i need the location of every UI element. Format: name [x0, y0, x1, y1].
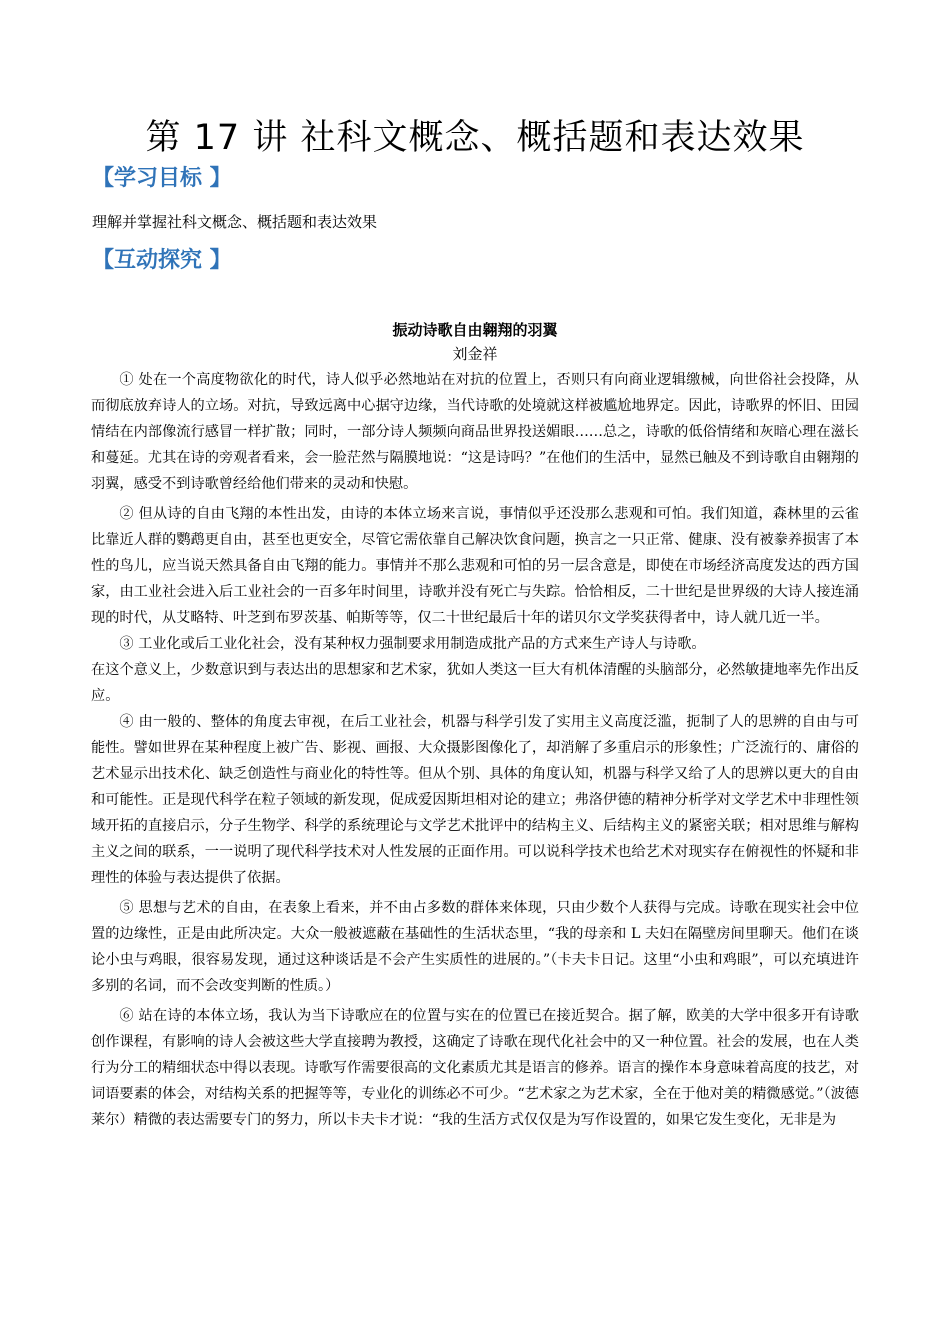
- paragraph-4: ④ 由一般的、整体的角度去审视，在后工业社会，机器与科学引发了实用主义高度泛滥，扼制了人的思辨的自由与可能性。譬如世界在某种程度上被广告、影视、画报、大众摄影图像化了，却消解了多重启示的形象性；广泛流行的、庸俗的艺术显示出技术化、缺乏创造性与商业化的特性等。但从个别、具体的角度认知，机器与科学又给了人的思辨以更大的自由和可能性。正是现代科学在粒子领域的新发现，促成爱因斯坦相对论的建立；弗洛伊德的精神分析学对文学艺术中非理性领域开拓的直接启示，分子生物学、科学的系统理论与文学艺术批评中的结构主义、后结构主义的紧密关联；相对思维与解构主义之间的联系，一一说明了现代科学技术对人性发展的正面作用。可以说科学技术也给艺术对现实存在俯视性的怀疑和非理性的体验与表达提供了依据。: [91, 714, 859, 886]
- paragraph-3: ③ 工业化或后工业化社会，没有某种权力强制要求用制造成批产品的方式来生产诗人与诗歌。: [119, 636, 706, 652]
- learning-goal-text: 理解并掌握社科文概念、概括题和表达效果: [92, 213, 378, 231]
- article-title: 振动诗歌自由翱翔的羽翼: [392, 321, 558, 339]
- interactive-explore-heading: 【互动探究 】: [92, 248, 232, 273]
- paragraph-1: ① 处在一个高度物欲化的时代，诗人似乎必然地站在对抗的位置上，否则只有向商业逻辑缴械，向世俗社会投降，从而彻底放弃诗人的立场。对抗，导致远离中心据守边缘，当代诗歌的处境就这样被尴尬地界定。因此，诗歌界的怀旧、田园情结在内部像流行感冒一样扩散；同时，一部分诗人频频向商品世界投送媚眼……总之，诗歌的低俗情绪和灰暗心理在滋长和蔓延。尤其在诗的旁观者看来，会一脸茫然与隔膜地说：“这是诗吗？”在他们的生活中，显然已触及不到诗歌自由翱翔的羽翼，感受不到诗歌曾经给他们带来的灵动和快慰。: [91, 372, 859, 492]
- paragraph-6: ⑥ 站在诗的本体立场，我认为当下诗歌应在的位置与实在的位置已在接近契合。据了解，欧美的大学中很多开有诗歌创作课程，有影响的诗人会被这些大学直接聘为教授，这确定了诗歌在现代化社会中的又一种位置。社会的发展，也在人类行为分工的精细状态中得以表现。诗歌写作需要很高的文化素质尤其是语言的修养。语言的操作本身意味着高度的技艺，对词语要素的体会，对结构关系的把握等等，专业化的训练必不可少。“艺术家之为艺术家，全在于他对美的精微感觉。”（波德莱尔）精微的表达需要专门的努力，所以卡夫卡才说：“我的生活方式仅仅是为写作设置的，如果它发生变化，无非是为: [91, 1008, 859, 1128]
- paragraph-5: ⑤ 思想与艺术的自由，在表象上看来，并不由占多数的群体来体现，只由少数个人获得与完成。诗歌在现实社会中位置的边缘性，正是由此所决定。大众一般被遮蔽在基础性的生活状态里，“我的母亲和 L 夫妇在隔壁房间里聊天。他们在谈论小虫与鸡眼，很容易发现，通过这种谈话是不会产生实质性的进展的。”（卡夫卡日记。这里“小虫和鸡眼”，可以充填进许多别的名词，而不会改变判断的性质。）: [91, 900, 859, 994]
- article-body: [91, 367, 859, 1133]
- paragraph-3-continued: 在这个意义上，少数意识到与表达出的思想家和艺术家，犹如人类这一巨大有机体清醒的头脑部分，必然敏捷地率先作出反应。: [91, 662, 859, 704]
- paragraph-2: ② 但从诗的自由飞翔的本性出发，由诗的本体立场来言说，事情似乎还没那么悲观和可怕。我们知道，森林里的云雀比靠近人群的鹦鹉更自由，甚至也更安全，尽管它需依靠自己解决饮食问题，换言之一只正常、健康、没有被豢养损害了本性的鸟儿，应当说天然具备自由飞翔的能力。事情并不那么悲观和可怕的另一层含意是，即使在市场经济高度发达的西方国家，由工业社会进入后工业社会的一百多年时间里，诗歌并没有死亡与失踪。恰恰相反，二十世纪是世界级的大诗人接连涌现的时代，从艾略特、叶芝到布罗茨基、帕斯等等，仅二十世纪最后十年的诺贝尔文学奖获得者中，诗人就几近一半。: [91, 506, 859, 626]
- page-title: 第 17 讲 社科文概念、概括题和表达效果: [145, 118, 805, 158]
- learning-goal-heading: 【学习目标 】: [92, 166, 232, 191]
- article-author: 刘金祥: [452, 345, 498, 363]
